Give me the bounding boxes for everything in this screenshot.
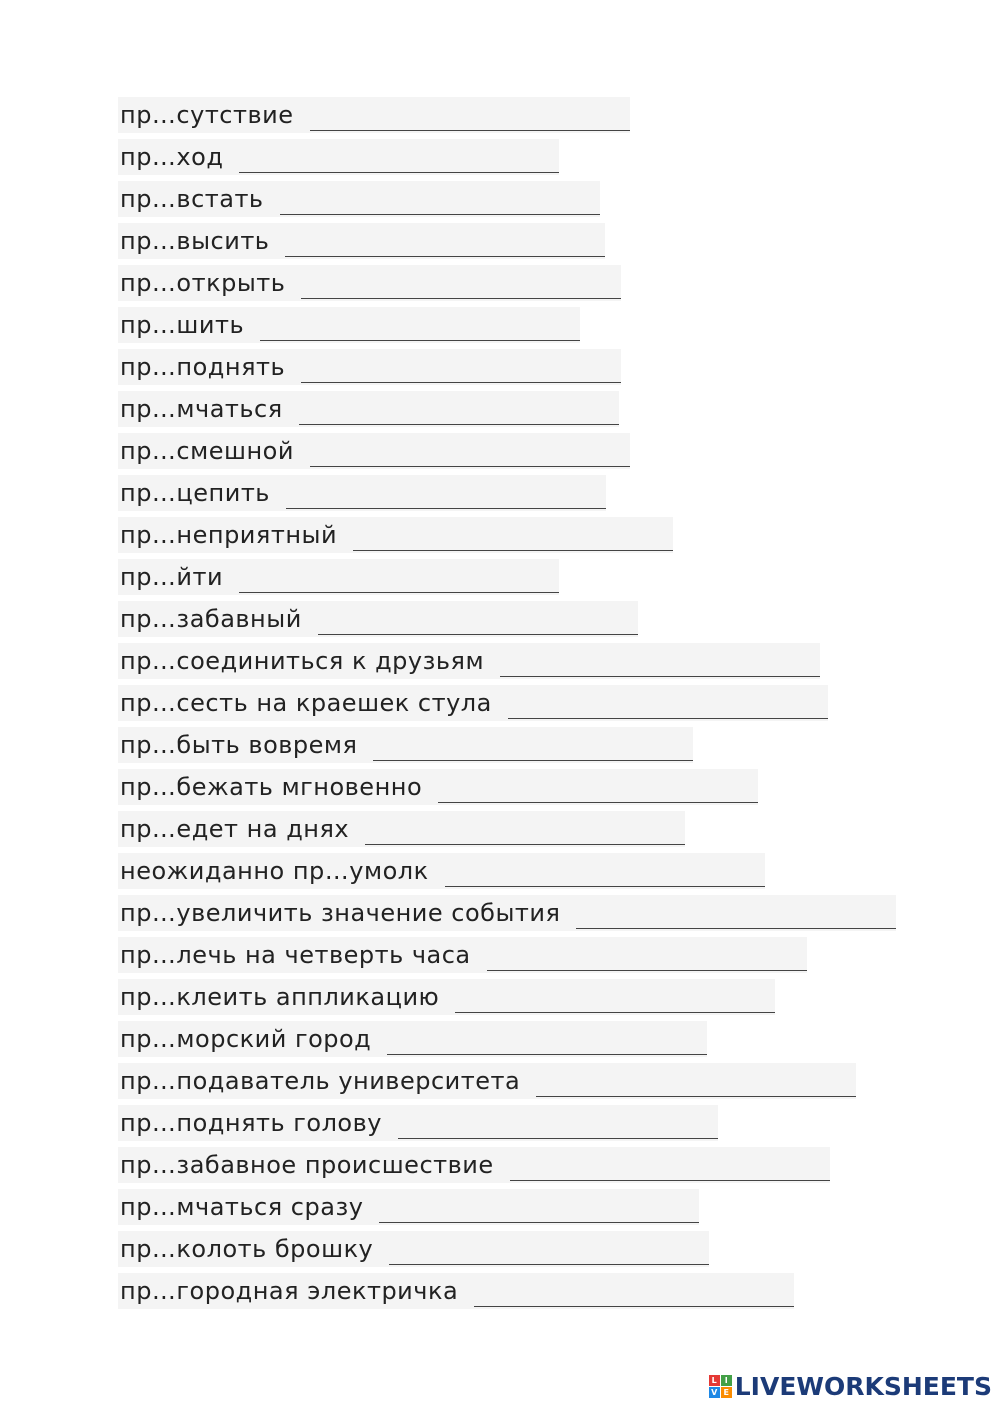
exercise-row-box [118, 265, 621, 301]
exercise-word: пр…едет на днях [120, 815, 350, 843]
exercise-row [118, 976, 896, 1018]
exercise-row-box [118, 517, 673, 553]
answer-input[interactable] [280, 190, 600, 215]
exercise-word: пр…увеличить значение события [120, 899, 561, 927]
exercise-row-box [118, 307, 580, 343]
exercise-word: пр…забавный [120, 605, 302, 633]
exercise-word: пр…сесть на краешек стула [120, 689, 492, 717]
exercise-word: пр…лечь на четверть часа [120, 941, 471, 969]
exercise-word: пр…забавное происшествие [120, 1151, 494, 1179]
logo-mark-letter: L [709, 1375, 720, 1386]
exercise-word: пр…поднять голову [120, 1109, 382, 1137]
exercise-row [118, 1270, 896, 1312]
exercise-row [118, 430, 896, 472]
answer-input[interactable] [445, 862, 765, 887]
answer-input[interactable] [365, 820, 685, 845]
answer-input[interactable] [508, 694, 828, 719]
exercise-row-box [118, 139, 559, 175]
exercise-row-box [118, 559, 559, 595]
exercise-row-box [118, 895, 896, 931]
exercise-row [118, 1018, 896, 1060]
liveworksheets-logo [709, 1372, 992, 1401]
exercise-row-box [118, 391, 619, 427]
exercise-row [118, 1186, 896, 1228]
answer-input[interactable] [389, 1240, 709, 1265]
exercise-row-box [118, 223, 605, 259]
logo-mark-icon [709, 1375, 732, 1398]
exercise-row-box [118, 433, 630, 469]
answer-input[interactable] [239, 148, 559, 173]
logo-mark-letter: E [721, 1387, 732, 1398]
answer-input[interactable] [373, 736, 693, 761]
exercise-word: пр…сутствие [120, 101, 294, 129]
logo-text: LIVEWORKSHEETS [734, 1372, 992, 1401]
exercise-word: пр…йти [120, 563, 224, 591]
exercise-word: неожиданно пр…умолк [120, 857, 429, 885]
exercise-row [118, 1060, 896, 1102]
exercise-word: пр…ход [120, 143, 224, 171]
exercise-row-box [118, 1105, 718, 1141]
answer-input[interactable] [353, 526, 673, 551]
logo-mark-letter: V [709, 1387, 720, 1398]
exercise-word: пр…неприятный [120, 521, 338, 549]
answer-input[interactable] [474, 1282, 794, 1307]
answer-input[interactable] [310, 106, 630, 131]
answer-input[interactable] [455, 988, 775, 1013]
exercise-row [118, 178, 896, 220]
exercise-row [118, 892, 896, 934]
exercise-word: пр…цепить [120, 479, 270, 507]
answer-input[interactable] [318, 610, 638, 635]
exercise-row-box [118, 769, 758, 805]
exercise-row-box [118, 1021, 707, 1057]
exercise-row [118, 598, 896, 640]
exercise-word: пр…открыть [120, 269, 286, 297]
exercise-row [118, 346, 896, 388]
exercise-row [118, 1102, 896, 1144]
exercise-row [118, 808, 896, 850]
exercise-row-box [118, 811, 685, 847]
answer-input[interactable] [239, 568, 559, 593]
answer-input[interactable] [285, 232, 605, 257]
exercise-row-box [118, 1273, 794, 1309]
exercise-word: пр…соединиться к друзьям [120, 647, 485, 675]
exercise-row-box [118, 1147, 830, 1183]
exercise-word: пр…быть вовремя [120, 731, 358, 759]
exercise-row-box [118, 853, 765, 889]
answer-input[interactable] [500, 652, 820, 677]
exercise-row [118, 556, 896, 598]
exercise-word: пр…поднять [120, 353, 286, 381]
exercise-row [118, 388, 896, 430]
exercise-row [118, 1228, 896, 1270]
exercise-row [118, 304, 896, 346]
exercise-row [118, 724, 896, 766]
exercise-row [118, 934, 896, 976]
exercise-row-box [118, 727, 693, 763]
exercise-row [118, 1144, 896, 1186]
answer-input[interactable] [487, 946, 807, 971]
answer-input[interactable] [576, 904, 896, 929]
exercise-row-box [118, 475, 606, 511]
exercise-row-box [118, 979, 775, 1015]
exercise-list [118, 94, 896, 1312]
exercise-word: пр…подаватель университета [120, 1067, 521, 1095]
answer-input[interactable] [536, 1072, 856, 1097]
exercise-word: пр…колоть брошку [120, 1235, 374, 1263]
exercise-row [118, 640, 896, 682]
exercise-row [118, 262, 896, 304]
answer-input[interactable] [398, 1114, 718, 1139]
exercise-word: пр…мчаться сразу [120, 1193, 364, 1221]
answer-input[interactable] [260, 316, 580, 341]
exercise-word: пр…городная электричка [120, 1277, 459, 1305]
exercise-word: пр…шить [120, 311, 245, 339]
answer-input[interactable] [310, 442, 630, 467]
exercise-row [118, 514, 896, 556]
exercise-row-box [118, 181, 600, 217]
exercise-row-box [118, 685, 828, 721]
exercise-word: пр…морский город [120, 1025, 372, 1053]
answer-input[interactable] [510, 1156, 830, 1181]
exercise-word: пр…смешной [120, 437, 294, 465]
exercise-row [118, 220, 896, 262]
exercise-row-box [118, 1063, 856, 1099]
exercise-row-box [118, 1189, 699, 1225]
exercise-row-box [118, 97, 630, 133]
exercise-row-box [118, 601, 638, 637]
exercise-word: пр…мчаться [120, 395, 283, 423]
exercise-row-box [118, 349, 621, 385]
answer-input[interactable] [438, 778, 758, 803]
exercise-row [118, 682, 896, 724]
exercise-row [118, 472, 896, 514]
answer-input[interactable] [301, 358, 621, 383]
answer-input[interactable] [301, 274, 621, 299]
exercise-word: пр…высить [120, 227, 270, 255]
exercise-word: пр…клеить аппликацию [120, 983, 440, 1011]
answer-input[interactable] [299, 400, 619, 425]
exercise-row [118, 850, 896, 892]
exercise-word: пр…встать [120, 185, 264, 213]
answer-input[interactable] [387, 1030, 707, 1055]
exercise-row [118, 766, 896, 808]
exercise-row-box [118, 643, 820, 679]
answer-input[interactable] [286, 484, 606, 509]
logo-mark-letter: I [721, 1375, 732, 1386]
exercise-row-box [118, 937, 807, 973]
exercise-row [118, 136, 896, 178]
exercise-word: пр…бежать мгновенно [120, 773, 423, 801]
answer-input[interactable] [379, 1198, 699, 1223]
exercise-row [118, 94, 896, 136]
exercise-row-box [118, 1231, 709, 1267]
